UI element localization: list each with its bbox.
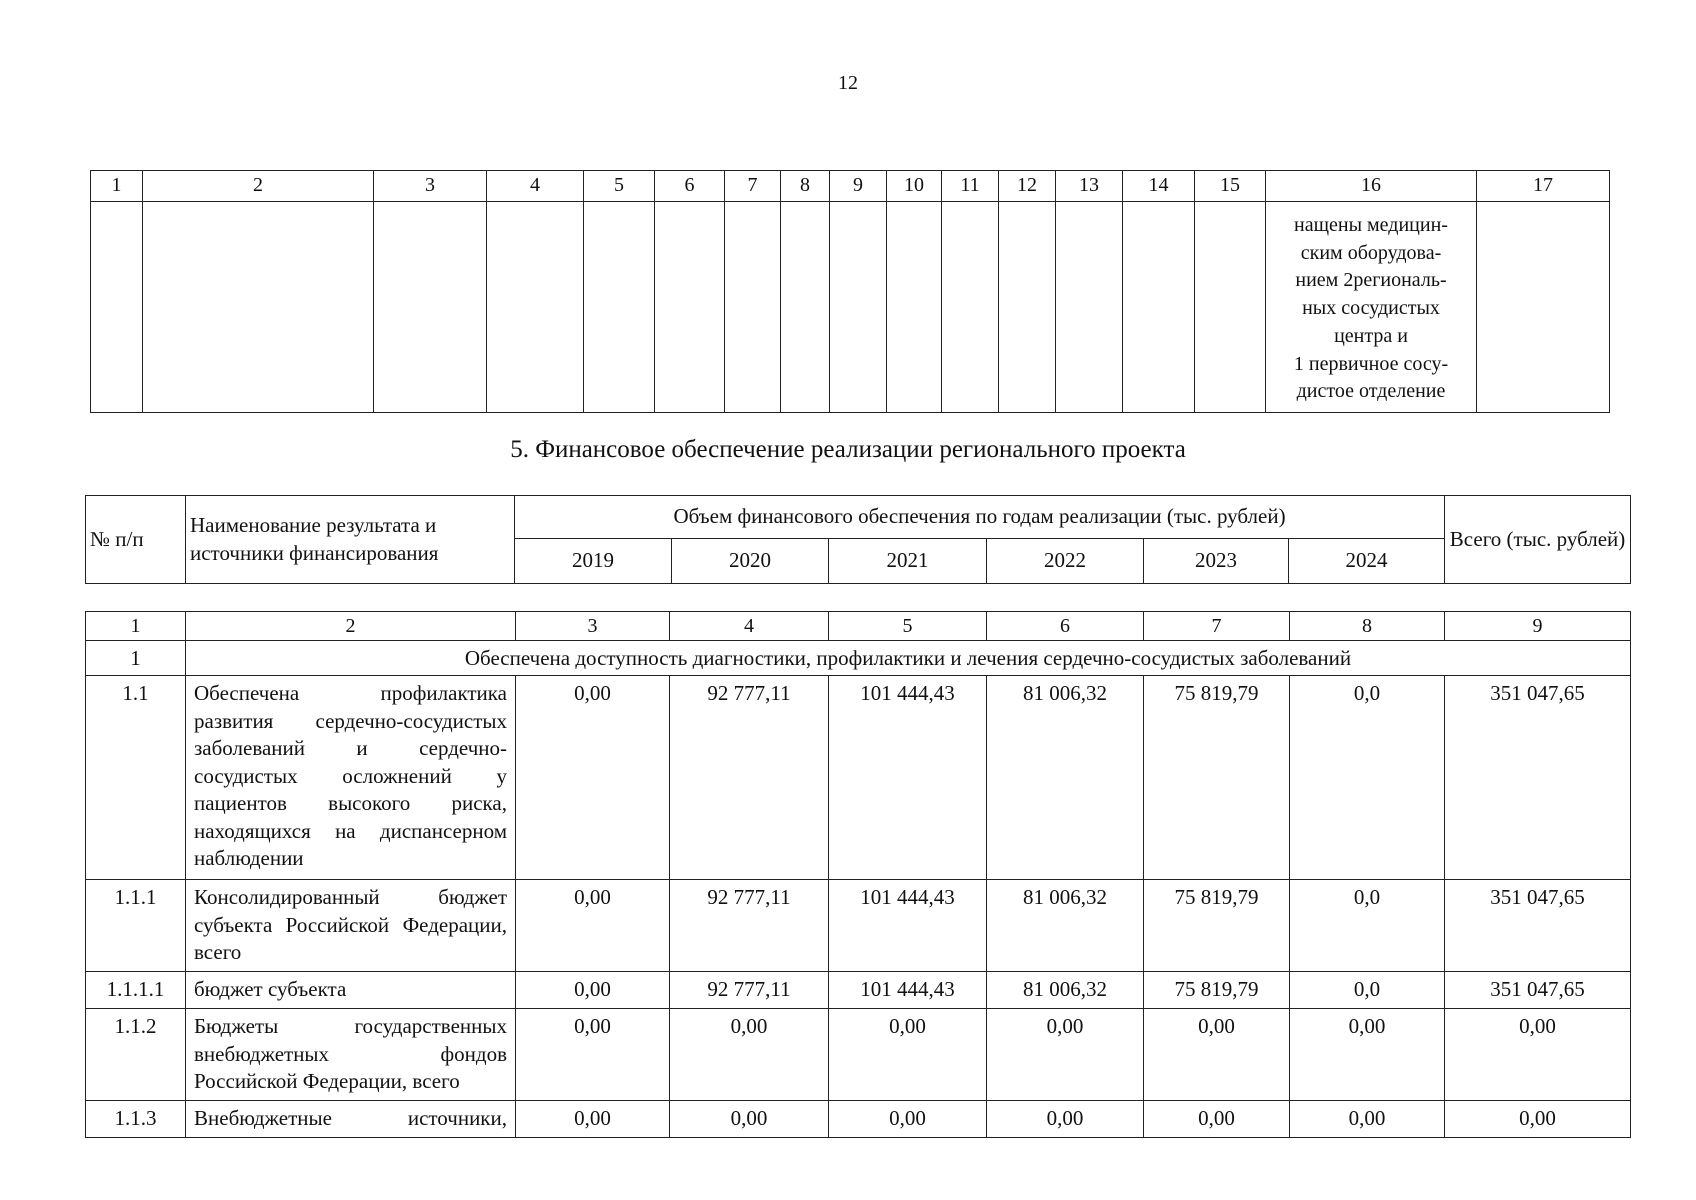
- header-total: Всего (тыс. рублей): [1445, 496, 1631, 584]
- column-number: 7: [1144, 612, 1290, 641]
- value-2020: 0,00: [670, 1101, 829, 1138]
- column-number: 7: [725, 171, 781, 202]
- header-number: № п/п: [86, 496, 186, 584]
- empty-cell: [655, 202, 725, 413]
- column-number-row: [86, 612, 1631, 641]
- value-2019: 0,00: [516, 1009, 670, 1101]
- empty-cell: [725, 202, 781, 413]
- value-2022: 81 006,32: [987, 676, 1144, 880]
- value-2020: 92 777,11: [670, 676, 829, 880]
- empty-cell: [1123, 202, 1195, 413]
- header-year: 2021: [829, 539, 987, 584]
- empty-cell: [1056, 202, 1123, 413]
- column-number: 3: [374, 171, 487, 202]
- row-name: Обеспечена профилактика развития сердечно-сосудистых заболеваний и сердечно-сосудистых осложнений у пациентов высокого риска, находящихся на диспансерном наблюдении: [186, 676, 516, 880]
- value-2023: 75 819,79: [1144, 880, 1290, 972]
- empty-cell: [781, 202, 830, 413]
- column-number: 1: [91, 171, 143, 202]
- value-total: 351 047,65: [1445, 880, 1631, 972]
- table-row: [86, 1009, 1631, 1101]
- column-number: 6: [987, 612, 1144, 641]
- column-number: 4: [487, 171, 584, 202]
- group-title: Обеспечена доступность диагностики, профилактики и лечения сердечно-сосудистых заболеваний: [186, 641, 1631, 676]
- header-name: Наименование результата и источники финансирования: [186, 496, 515, 584]
- row-number: 1.1.1.1: [86, 972, 186, 1009]
- header-year: 2020: [672, 539, 829, 584]
- column-number: 14: [1123, 171, 1195, 202]
- value-2024: 0,0: [1290, 676, 1445, 880]
- empty-cell: [584, 202, 655, 413]
- value-2020: 92 777,11: [670, 972, 829, 1009]
- table-row: [86, 676, 1631, 880]
- continuation-row: [91, 202, 1610, 413]
- empty-cell: [887, 202, 942, 413]
- value-2021: 101 444,43: [829, 676, 987, 880]
- header-year: 2023: [1144, 539, 1289, 584]
- empty-cell: [143, 202, 374, 413]
- header-volume-title: Объем финансового обеспечения по годам реализации (тыс. рублей): [515, 496, 1445, 539]
- value-2022: 0,00: [987, 1101, 1144, 1138]
- value-2024: 0,00: [1290, 1101, 1445, 1138]
- column-number: 17: [1477, 171, 1610, 202]
- financing-table: [85, 611, 1631, 1138]
- empty-cell: [1195, 202, 1266, 413]
- result-description: нащены медицин- ским оборудова- нием 2региональ- ных сосудистых центра и 1 первичное сосу- дистое отделение: [1293, 214, 1449, 403]
- value-2024: 0,0: [1290, 880, 1445, 972]
- value-2022: 81 006,32: [987, 880, 1144, 972]
- value-2023: 0,00: [1144, 1101, 1290, 1138]
- column-number: 11: [942, 171, 999, 202]
- row-number: 1.1.3: [86, 1101, 186, 1138]
- group-number: 1: [86, 641, 186, 676]
- column-number: 9: [830, 171, 887, 202]
- column-number: 6: [655, 171, 725, 202]
- value-2021: 101 444,43: [829, 880, 987, 972]
- value-2019: 0,00: [516, 972, 670, 1009]
- value-total: 351 047,65: [1445, 676, 1631, 880]
- column-number: 1: [86, 612, 186, 641]
- column-number: 13: [1056, 171, 1123, 202]
- empty-cell: [1477, 202, 1610, 413]
- table-row: [86, 972, 1631, 1009]
- column-number: 5: [584, 171, 655, 202]
- empty-cell: [91, 202, 143, 413]
- row-number: 1.1: [86, 676, 186, 880]
- header-year: 2024: [1289, 539, 1445, 584]
- value-2021: 0,00: [829, 1101, 987, 1138]
- column-number-row: [91, 171, 1610, 202]
- header-year: 2022: [987, 539, 1144, 584]
- column-number: 16: [1266, 171, 1477, 202]
- row-name: бюджет субъекта: [186, 972, 516, 1009]
- value-2021: 0,00: [829, 1009, 987, 1101]
- column-number: 5: [829, 612, 987, 641]
- empty-cell: [999, 202, 1056, 413]
- column-number: 3: [516, 612, 670, 641]
- column-number: 2: [186, 612, 516, 641]
- column-number: 9: [1445, 612, 1631, 641]
- column-number: 2: [143, 171, 374, 202]
- column-number: 15: [1195, 171, 1266, 202]
- value-total: 0,00: [1445, 1009, 1631, 1101]
- result-description-cell: [1266, 202, 1477, 413]
- value-2019: 0,00: [516, 880, 670, 972]
- value-2021: 101 444,43: [829, 972, 987, 1009]
- section-title: 5. Финансовое обеспечение реализации регионального проекта: [510, 436, 1186, 463]
- value-2023: 75 819,79: [1144, 972, 1290, 1009]
- value-2023: 0,00: [1144, 1009, 1290, 1101]
- financing-header-table: [85, 495, 1631, 584]
- value-total: 0,00: [1445, 1101, 1631, 1138]
- value-2020: 92 777,11: [670, 880, 829, 972]
- value-2023: 75 819,79: [1144, 676, 1290, 880]
- value-total: 351 047,65: [1445, 972, 1631, 1009]
- column-number: 12: [999, 171, 1056, 202]
- table-row: [86, 1101, 1631, 1138]
- row-name: Бюджеты государственных внебюджетных фондов Российской Федерации, всего: [186, 1009, 516, 1101]
- column-number: 8: [781, 171, 830, 202]
- empty-cell: [374, 202, 487, 413]
- column-number: 10: [887, 171, 942, 202]
- value-2022: 81 006,32: [987, 972, 1144, 1009]
- row-name: Консолидированный бюджет субъекта Российской Федерации, всего: [186, 880, 516, 972]
- table-row: [86, 880, 1631, 972]
- empty-cell: [942, 202, 999, 413]
- header-year: 2019: [515, 539, 672, 584]
- row-number: 1.1.2: [86, 1009, 186, 1101]
- value-2019: 0,00: [516, 1101, 670, 1138]
- empty-cell: [830, 202, 887, 413]
- empty-cell: [487, 202, 584, 413]
- value-2024: 0,0: [1290, 972, 1445, 1009]
- column-number: 8: [1290, 612, 1445, 641]
- row-name: Внебюджетные источники,: [186, 1101, 516, 1138]
- value-2019: 0,00: [516, 676, 670, 880]
- group-row: [86, 641, 1631, 676]
- page-number: 12: [838, 72, 858, 94]
- row-number: 1.1.1: [86, 880, 186, 972]
- continuation-table: [90, 170, 1610, 413]
- value-2024: 0,00: [1290, 1009, 1445, 1101]
- value-2020: 0,00: [670, 1009, 829, 1101]
- column-number: 4: [670, 612, 829, 641]
- value-2022: 0,00: [987, 1009, 1144, 1101]
